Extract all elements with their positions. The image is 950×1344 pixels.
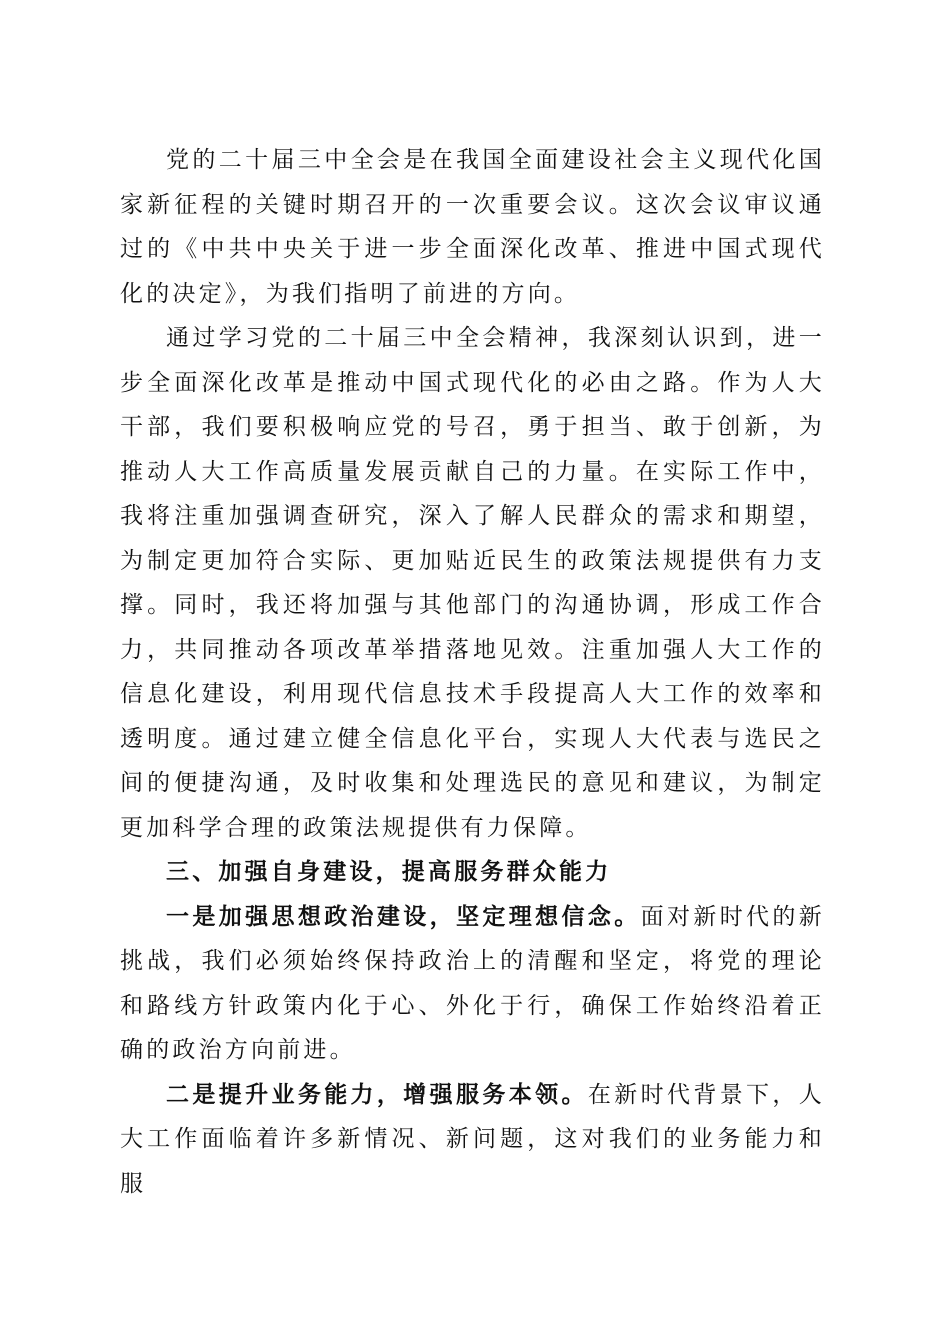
item-body-1: 面对新时代的新挑战，我们必须始终保持政治上的清醒和坚定，将党的理论和路线方针政策内化于心、外化于行，确保工作始终沿着正确的政治方向前进。 <box>120 903 825 1063</box>
document-page <box>120 138 825 1206</box>
paragraph-reflection: 通过学习党的二十届三中全会精神，我深刻认识到，进一步全面深化改革是推动中国式现代化的必由之路。作为人大干部，我们要积极响应党的号召，勇于担当、敢于创新，为推动人大工作高质量发展贡献自己的力量。在实际工作中，我将注重加强调查研究，深入了解人民群众的需求和期望，为制定更加符合实际、更加贴近民生的政策法规提供有力支撑。同时，我还将加强与其他部门的沟通协调，形成工作合力，共同推动各项改革举措落地见效。注重加强人大工作的信息化建设，利用现代信息技术手段提高人大工作的效率和透明度。通过建立健全信息化平台，实现人大代表与选民之间的便捷沟通，及时收集和处理选民的意见和建议，为制定更加科学合理的政策法规提供有力保障。 <box>120 325 825 841</box>
item-body-2: 在新时代背景下，人大工作面临着许多新情况、新问题，这对我们的业务能力和服 <box>120 1081 825 1197</box>
item-paragraph-2 <box>120 1073 825 1207</box>
item-lead-2: 二是提升业务能力，增强服务本领。 <box>166 1080 588 1108</box>
item-paragraph-1 <box>120 895 825 1073</box>
item-lead-1: 一是加强思想政治建设，坚定理想信念。 <box>166 902 641 930</box>
paragraph-intro: 党的二十届三中全会是在我国全面建设社会主义现代化国家新征程的关键时期召开的一次重要会议。这次会议审议通过的《中共中央关于进一步全面深化改革、推进中国式现代化的决定》，为我们指明了前进的方向。 <box>120 147 825 307</box>
section-heading: 三、加强自身建设，提高服务群众能力 <box>166 858 612 885</box>
